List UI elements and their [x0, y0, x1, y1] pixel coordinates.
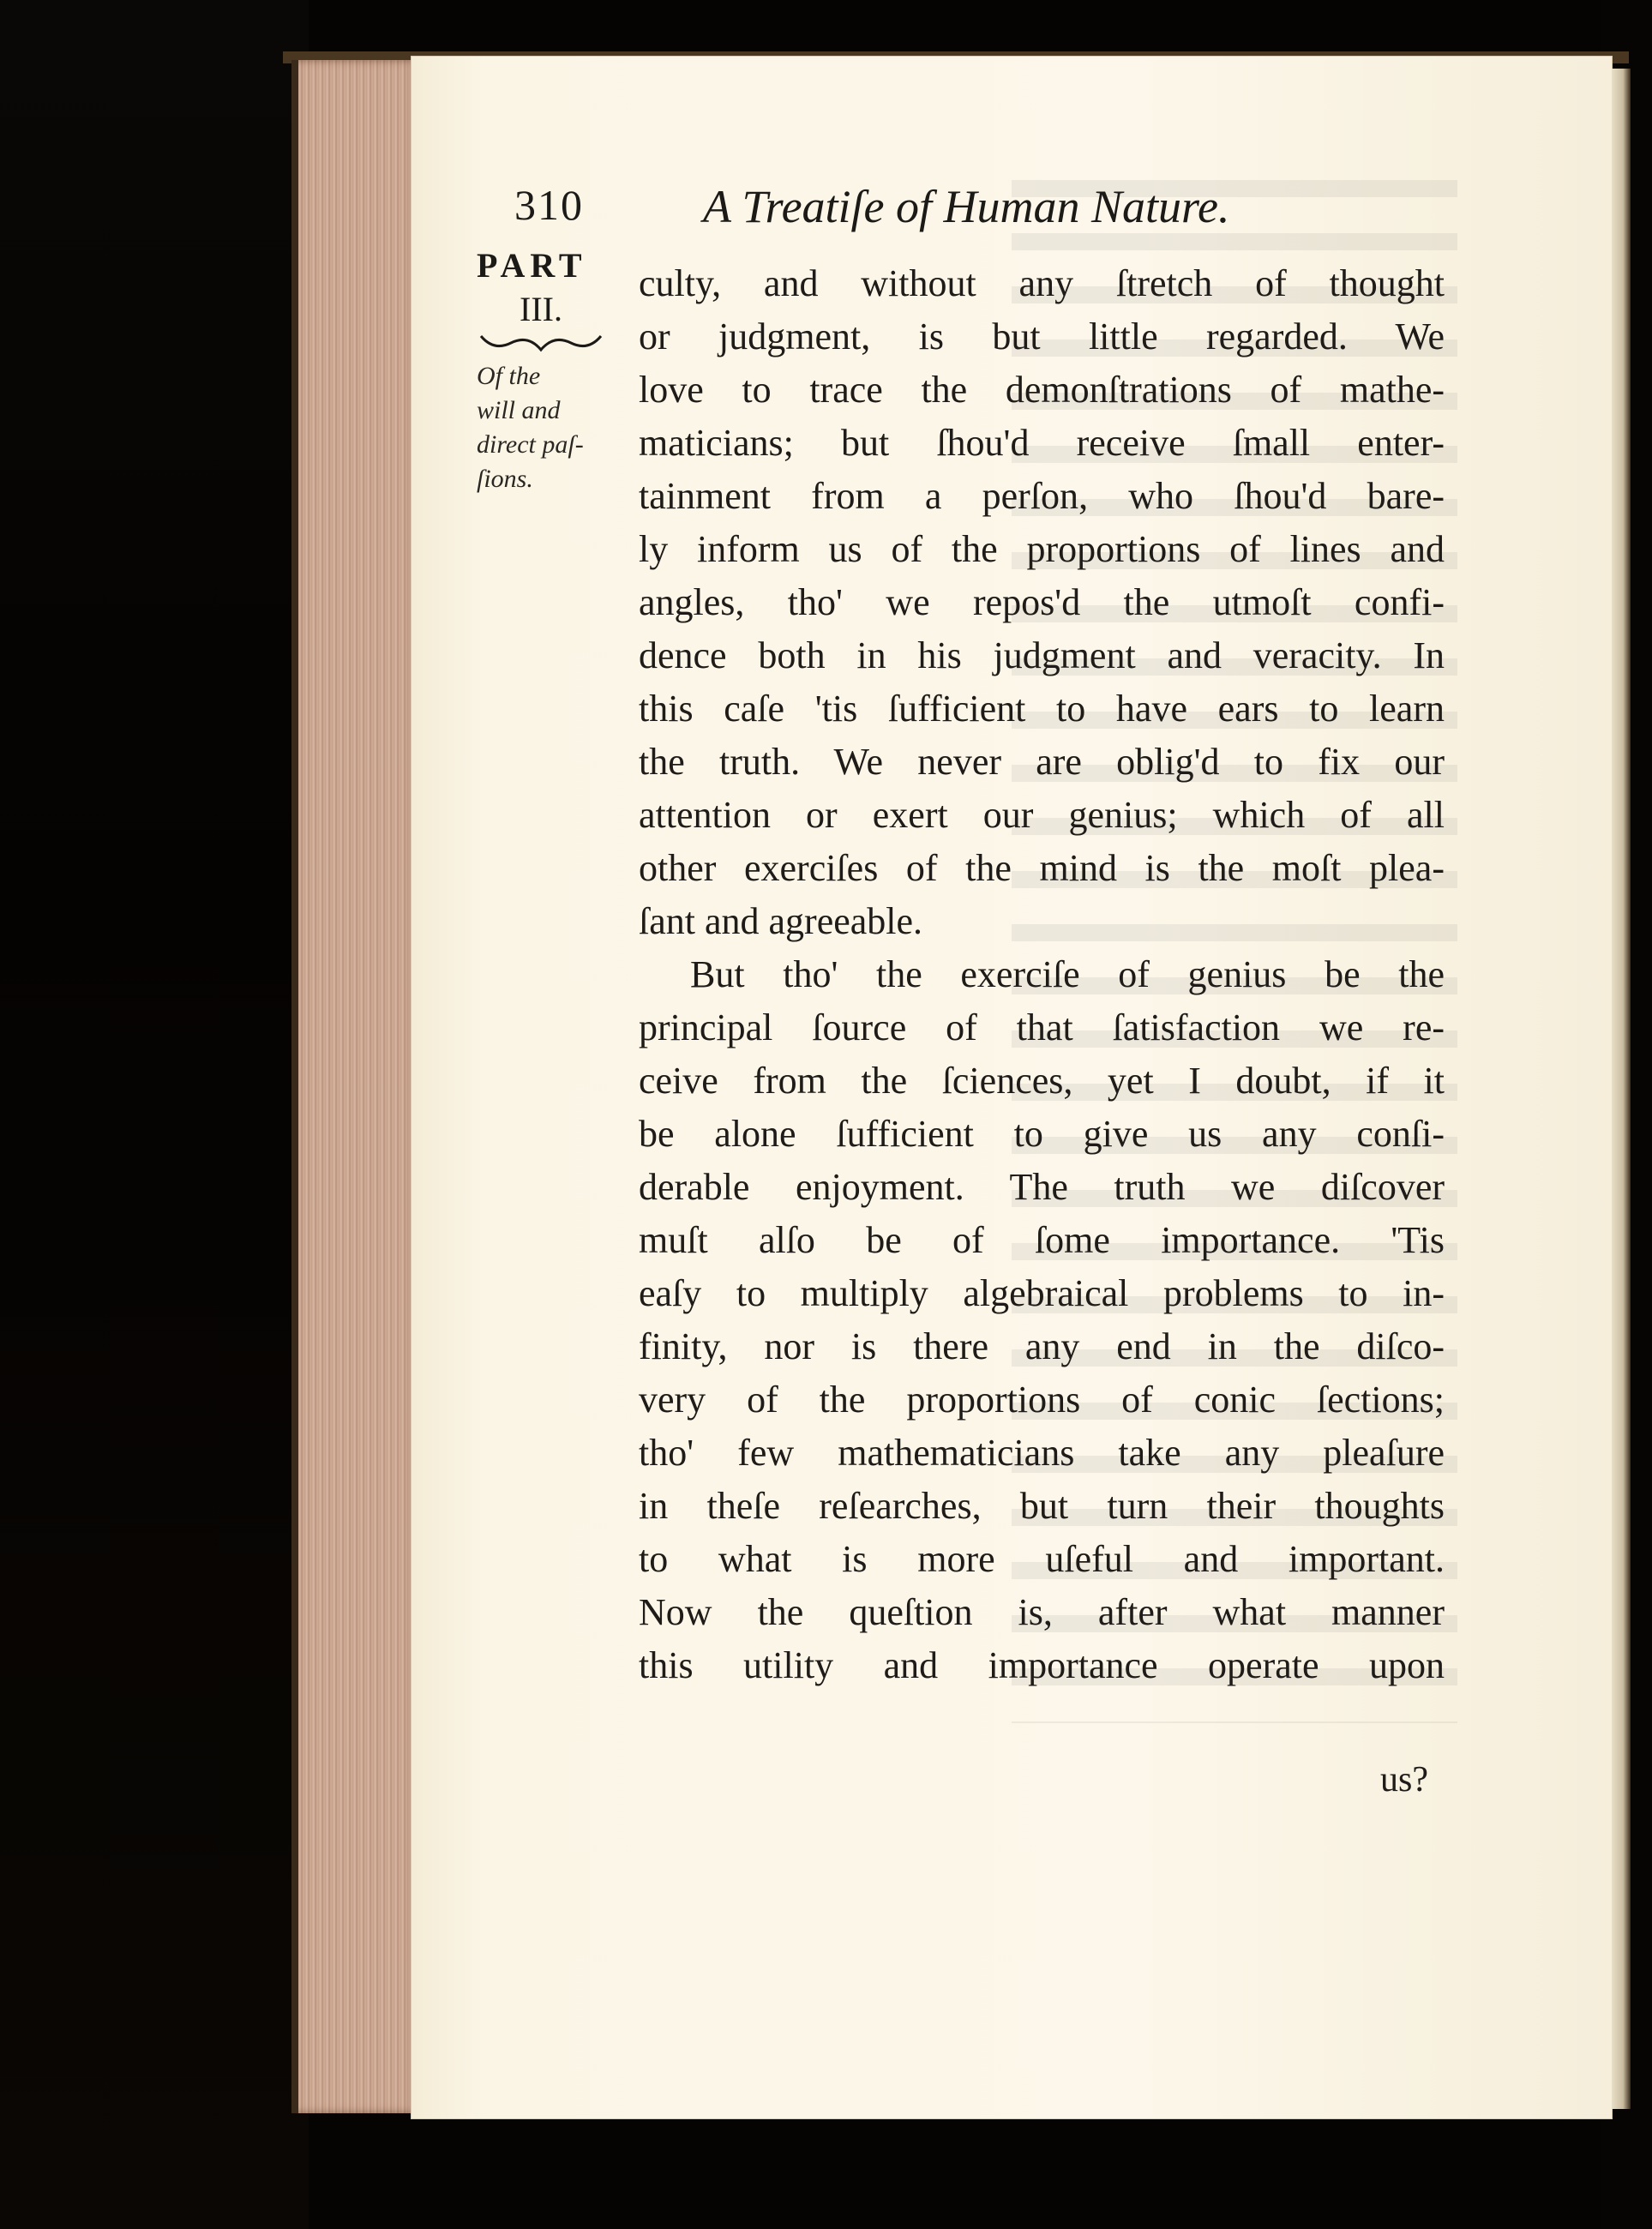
text-line: maticians; but ſhou'd receive ſmall enter-: [639, 422, 1445, 464]
text-line-paragraph-start: But tho' the exerciſe of genius be the: [690, 953, 1445, 995]
sidenote-subject-line: will and: [477, 396, 561, 424]
text-line: principal ſource of that ſatisfaction we re-: [639, 1006, 1445, 1048]
running-head: [514, 180, 1449, 240]
page-gutter-edge: [1612, 69, 1631, 2109]
text-line: tainment from a perſon, who ſhou'd bare-: [639, 475, 1445, 517]
text-line: attention or exert our genius; which of all: [639, 794, 1445, 836]
text-line: finity, nor is there any end in the diſco-: [639, 1325, 1445, 1367]
part-number: III.: [520, 290, 562, 328]
sidenote-subject-line: direct paſ-: [477, 430, 584, 459]
text-line: dence both in his judgment and veracity. In: [639, 634, 1445, 676]
text-line: ly inform us of the proportions of lines and: [639, 528, 1445, 570]
part-label: PART: [477, 246, 587, 285]
text-line: derable enjoyment. The truth we diſcover: [639, 1166, 1445, 1208]
text-line: angles, tho' we repos'd the utmoſt confi-: [639, 581, 1445, 623]
text-line: ceive from the ſciences, yet I doubt, if it: [639, 1060, 1445, 1102]
text-line: eaſy to multiply algebraical problems to in-: [639, 1272, 1445, 1314]
brace-ornament-icon: [477, 329, 605, 355]
text-line: ſant and agreeable.: [639, 900, 923, 942]
sidenote-subject-line: Of the: [477, 362, 541, 390]
text-line: muſt alſo be of ſome importance. 'Tis: [639, 1219, 1445, 1261]
page-number: 310: [514, 181, 584, 229]
body-text: [639, 257, 1445, 1692]
margin-sidenote: [477, 245, 614, 496]
text-line: tho' few mathematicians take any pleaſure: [639, 1432, 1445, 1474]
text-line: in theſe reſearches, but turn their thoughts: [639, 1485, 1445, 1527]
text-line: love to trace the demonſtrations of mathe-: [639, 369, 1445, 411]
sidenote-subject-line: ſions.: [477, 465, 533, 493]
text-line: very of the proportions of conic ſections;: [639, 1379, 1445, 1421]
text-line: or judgment, is but little regarded. We: [639, 315, 1445, 357]
text-line: other exerciſes of the mind is the moſt plea-: [639, 847, 1445, 889]
text-line: this utility and importance operate upon: [639, 1644, 1445, 1686]
text-line: be alone ſufficient to give us any conſi-: [639, 1113, 1445, 1155]
text-line: this caſe 'tis ſufficient to have ears to learn: [639, 688, 1445, 730]
text-line: culty, and without any ſtretch of thought: [639, 262, 1445, 304]
catchword: us?: [1380, 1760, 1428, 1799]
text-line: the truth. We never are oblig'd to fix our: [639, 741, 1445, 783]
book-title: A Treatiſe of Human Nature.: [703, 181, 1230, 232]
book-fore-edge: [291, 60, 418, 2113]
text-line: to what is more uſeful and important.: [639, 1538, 1445, 1580]
text-line: Now the queſtion is, after what manner: [639, 1591, 1445, 1633]
backdrop-left: [0, 0, 309, 2229]
